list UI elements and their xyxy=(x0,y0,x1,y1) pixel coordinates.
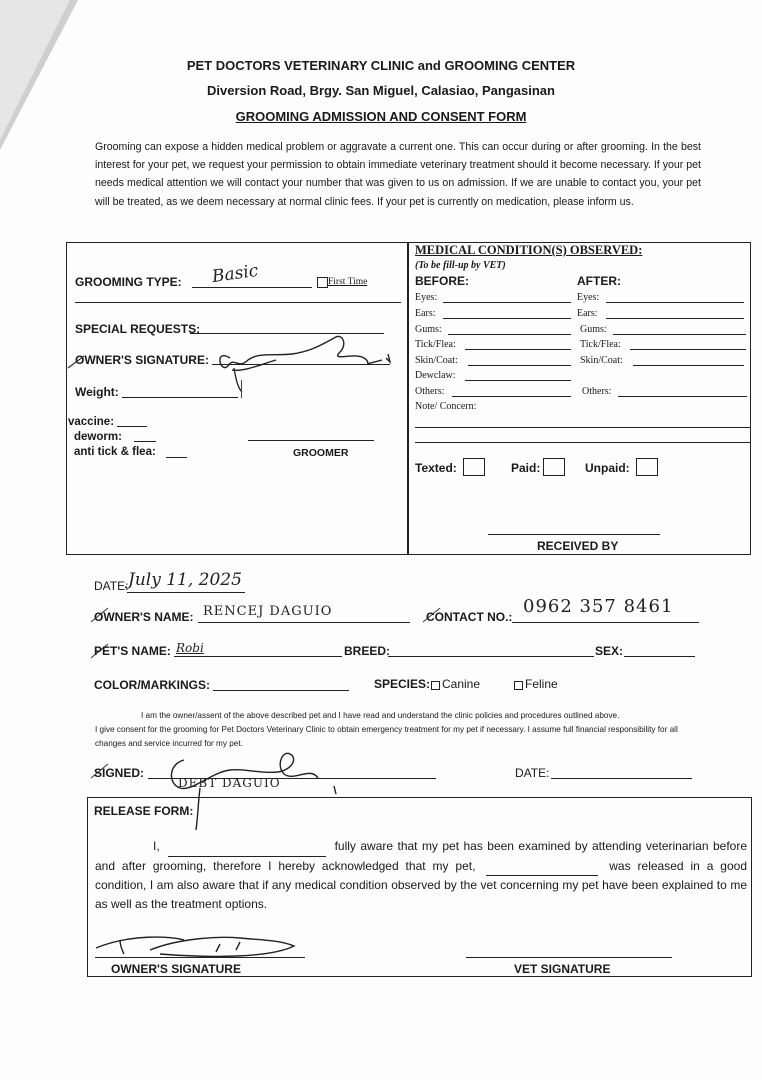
anti-tick-flea-label: anti tick & flea: xyxy=(74,446,156,458)
sex-label: SEX: xyxy=(595,644,624,658)
release-owner-signature-line[interactable] xyxy=(95,957,305,958)
first-time-checkbox[interactable] xyxy=(317,277,328,288)
weight-line[interactable] xyxy=(122,397,238,398)
after-others-line[interactable] xyxy=(618,396,747,397)
contact-label: CONTACT NO.: xyxy=(426,610,513,624)
paid-checkbox[interactable] xyxy=(543,458,565,476)
after-tick-flea-label: Tick/Flea: xyxy=(580,339,621,350)
consent-date-label: DATE: xyxy=(515,766,550,780)
texted-label: Texted: xyxy=(415,461,457,475)
deworm-label: deworm: xyxy=(74,431,122,443)
release-paragraph xyxy=(95,837,747,913)
first-time-label: First Time xyxy=(328,277,368,287)
note-line-1[interactable] xyxy=(415,427,750,428)
box-divider xyxy=(407,242,409,555)
unpaid-checkbox[interactable] xyxy=(636,458,658,476)
after-gums-line[interactable] xyxy=(613,334,746,335)
anti-tick-flea-line[interactable] xyxy=(166,457,187,458)
unpaid-label: Unpaid: xyxy=(585,461,630,475)
clinic-name: PET DOCTORS VETERINARY CLINIC and GROOMING CENTER xyxy=(186,58,576,73)
pet-name-line[interactable] xyxy=(174,656,342,657)
release-text-a: fully aware that my pet has been examined by attending veterinarian before and after grooming, therefore I hereby acknowledged that my pet, xyxy=(95,839,747,873)
weight-label: Weight: xyxy=(75,385,119,399)
before-label: BEFORE: xyxy=(415,274,469,288)
release-i-label: I, xyxy=(153,839,160,853)
owner-signature-label: OWNER'S SIGNATURE: xyxy=(75,353,209,367)
owner-name-line[interactable] xyxy=(198,622,410,623)
date-line[interactable] xyxy=(127,592,245,593)
signed-label: SIGNED: xyxy=(94,766,145,780)
groomer-label: GROOMER xyxy=(293,447,349,459)
after-ears-label: Ears: xyxy=(577,308,598,319)
after-skin-coat-label: Skin/Coat: xyxy=(580,355,623,366)
before-ears-line[interactable] xyxy=(443,318,571,319)
contact-line[interactable] xyxy=(512,622,699,623)
feline-checkbox[interactable] xyxy=(514,681,523,690)
canine-label: Canine xyxy=(442,677,481,691)
weight-tick xyxy=(241,380,242,398)
received-by-line[interactable] xyxy=(488,534,660,535)
release-owner-signature-scribble xyxy=(90,928,300,960)
before-gums-line[interactable] xyxy=(448,334,571,335)
deworm-line[interactable] xyxy=(134,441,156,442)
release-vet-signature-line[interactable] xyxy=(466,957,672,958)
before-dewclaw-label: Dewclaw: xyxy=(415,370,456,381)
grooming-extra-line xyxy=(75,302,401,303)
release-owner-signature-label: OWNER'S SIGNATURE xyxy=(111,962,241,976)
vaccine-line[interactable] xyxy=(117,426,147,427)
consent-date-line[interactable] xyxy=(551,778,692,779)
before-ears-label: Ears: xyxy=(415,308,436,319)
before-skin-coat-line[interactable] xyxy=(468,365,571,366)
grooming-type-label: GROOMING TYPE: xyxy=(75,275,182,289)
feline-label: Feline xyxy=(525,677,558,691)
release-owner-name-blank[interactable] xyxy=(168,837,326,857)
release-pet-name-blank[interactable] xyxy=(486,857,598,877)
consent-text-1: I am the owner/assent of the above described pet and I have read and understand the clinic policies and procedures outlined above. xyxy=(141,711,620,720)
date-handwriting: July 11, 2025 xyxy=(128,570,242,590)
before-dewclaw-line[interactable] xyxy=(465,380,571,381)
groomer-line[interactable] xyxy=(248,440,374,441)
before-gums-label: Gums: xyxy=(415,324,442,335)
vaccine-label: vaccine: xyxy=(68,416,115,428)
grooming-type-handwriting: Basic xyxy=(210,260,260,288)
color-markings-line[interactable] xyxy=(213,690,349,691)
after-tick-flea-line[interactable] xyxy=(630,349,746,350)
texted-checkbox[interactable] xyxy=(463,458,485,476)
after-gums-label: Gums: xyxy=(580,324,607,335)
before-tick-flea-label: Tick/Flea: xyxy=(415,339,456,350)
after-eyes-label: Eyes: xyxy=(577,292,600,303)
owner-name-handwriting: RENCEJ DAGUIO xyxy=(203,604,333,619)
before-others-label: Others: xyxy=(415,386,445,397)
medical-subtitle: (To be fill-up by VET) xyxy=(415,260,506,271)
special-requests-label: SPECIAL REQUESTS: xyxy=(75,322,201,336)
owner-name-label: OWNER'S NAME: xyxy=(94,610,194,624)
contact-handwriting: 0962 357 8461 xyxy=(523,596,674,617)
species-label: SPECIES: xyxy=(374,677,431,691)
release-title: RELEASE FORM: xyxy=(94,804,194,818)
before-tick-flea-line[interactable] xyxy=(465,349,571,350)
after-ears-line[interactable] xyxy=(606,318,744,319)
release-vet-signature-label: VET SIGNATURE xyxy=(514,962,611,976)
after-skin-coat-line[interactable] xyxy=(633,365,744,366)
clinic-address: Diversion Road, Brgy. San Miguel, Calasiao, Pangasinan xyxy=(207,83,555,98)
consent-text-2: I give consent for the grooming for Pet Doctors Veterinary Clinic to obtain emergency treatment for my pet if necessary. I assume full financial responsibility for all changes and service incurred for my pet. xyxy=(95,725,678,748)
grooming-type-line[interactable] xyxy=(192,287,312,288)
pet-name-label: PET'S NAME: xyxy=(94,644,171,658)
sex-line[interactable] xyxy=(624,656,695,657)
canine-checkbox[interactable] xyxy=(431,681,440,690)
intro-paragraph: Grooming can expose a hidden medical problem or aggravate a current one. This can occur during or after grooming. In the best interest for your pet, we request your permission to obtain immediate veterinary treatment should it become necessary. If your pet needs medical attention we will contact your number that was given to us on admission. If we are unable to contact you, your pet will be treated, as we deem necessary at normal clinic fees. If your pet is currently on medication, please inform us. xyxy=(95,141,701,208)
note-concern-label: Note/ Concern: xyxy=(415,401,477,412)
form-title: GROOMING ADMISSION AND CONSENT FORM xyxy=(235,109,527,124)
color-markings-label: COLOR/MARKINGS: xyxy=(94,678,210,692)
before-eyes-line[interactable] xyxy=(443,302,571,303)
signed-printed-name: DEBT DAGUIO xyxy=(178,776,281,790)
note-line-2[interactable] xyxy=(415,442,750,443)
date-label: DATE: xyxy=(94,579,129,593)
scan-corner-shadow xyxy=(0,0,80,160)
before-skin-coat-label: Skin/Coat: xyxy=(415,355,458,366)
breed-label: BREED: xyxy=(344,644,391,658)
before-eyes-label: Eyes: xyxy=(415,292,438,303)
breed-line[interactable] xyxy=(388,656,594,657)
pet-name-handwriting: Robi xyxy=(176,641,204,655)
before-others-line[interactable] xyxy=(452,396,571,397)
after-others-label: Others: xyxy=(582,386,612,397)
release-text-b: was released in a good condition, I am also aware that if any medical condition observed by the vet concerning my pet have been explained to me as well as the treatment options. xyxy=(95,858,747,911)
medical-title: MEDICAL CONDITION(S) OBSERVED: xyxy=(415,243,643,257)
after-label: AFTER: xyxy=(577,274,621,288)
paid-label: Paid: xyxy=(511,461,541,475)
after-eyes-line[interactable] xyxy=(606,302,744,303)
received-by-label: RECEIVED BY xyxy=(537,539,619,553)
